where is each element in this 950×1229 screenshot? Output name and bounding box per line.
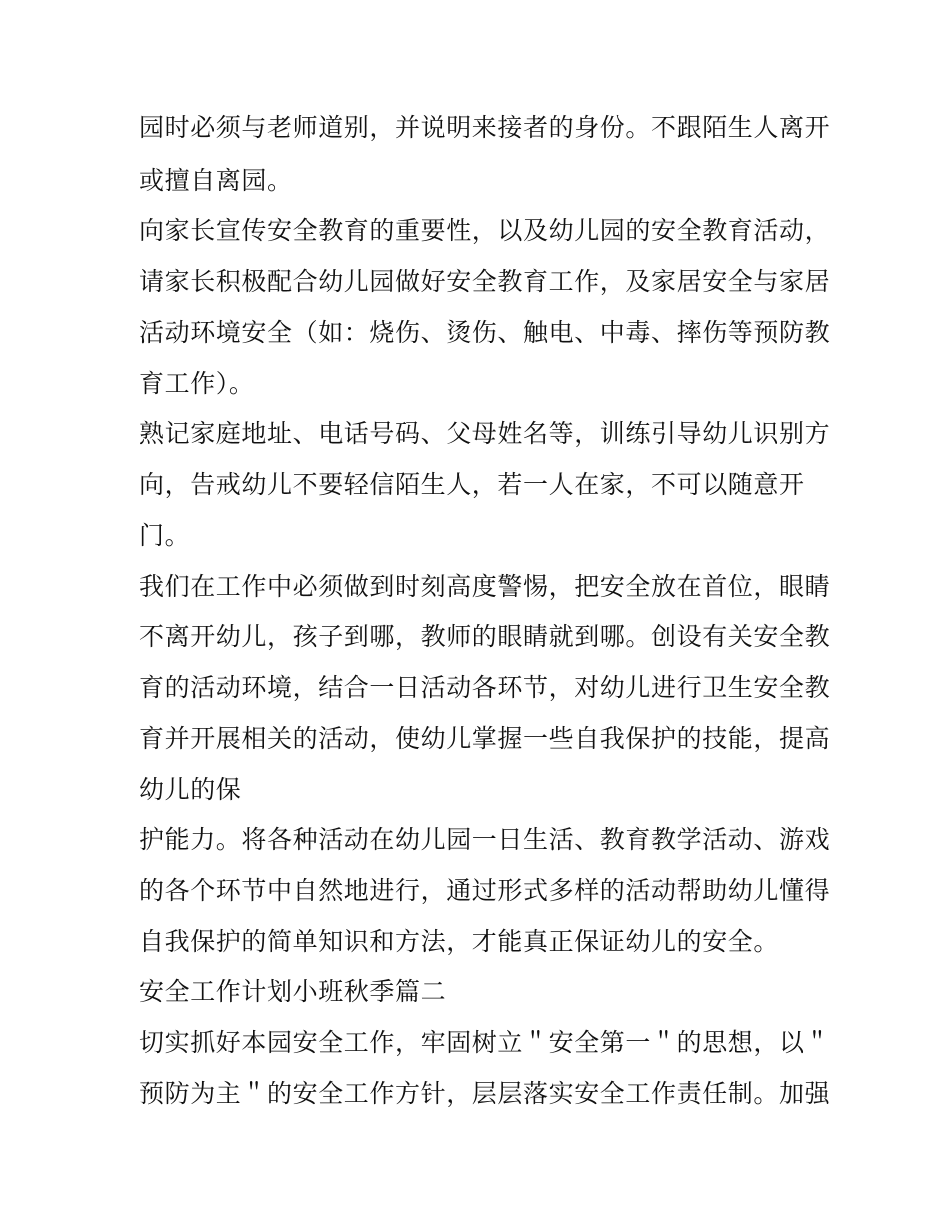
text-line: 幼儿的保: [139, 775, 242, 804]
text-line: 护能力。将各种活动在幼儿园一日生活、教育教学活动、游戏: [139, 825, 831, 854]
section-heading: 安全工作计划小班秋季篇二: [139, 977, 447, 1006]
text-line: 熟记家庭地址、电话号码、父母姓名等，训练引导幼儿识别方: [139, 419, 831, 448]
text-line: 育并开展相关的活动，使幼儿掌握一些自我保护的技能，提高: [139, 724, 831, 753]
text-line: 活动环境安全（如：烧伤、烫伤、触电、中毒、摔伤等预防教: [139, 318, 831, 347]
text-line: 预防为主＂的安全工作方针，层层落实安全工作责任制。加强: [139, 1079, 831, 1108]
text-line: 的各个环节中自然地进行，通过形式多样的活动帮助幼儿懂得: [139, 876, 831, 905]
text-line: 向家长宣传安全教育的重要性，以及幼儿园的安全教育活动，: [139, 216, 831, 245]
text-line: 育的活动环境，结合一日活动各环节，对幼儿进行卫生安全教: [139, 673, 831, 702]
text-line: 园时必须与老师道别，并说明来接者的身份。不跟陌生人离开: [139, 113, 831, 142]
text-line: 我们在工作中必须做到时刻高度警惕，把安全放在首位，眼睛: [139, 572, 831, 601]
text-line: 育工作）。: [139, 369, 255, 398]
text-line: 自我保护的简单知识和方法，才能真正保证幼儿的安全。: [139, 927, 780, 956]
text-line: 请家长积极配合幼儿园做好安全教育工作，及家居安全与家居: [139, 267, 831, 296]
text-line: 或擅自离园。: [139, 166, 293, 195]
text-line: 门。: [139, 521, 191, 550]
text-line: 不离开幼儿，孩子到哪，教师的眼睛就到哪。创设有关安全教: [139, 622, 831, 651]
text-line: 向，告戒幼儿不要轻信陌生人，若一人在家，不可以随意开: [139, 470, 805, 499]
text-line: 切实抓好本园安全工作，牢固树立＂安全第一＂的思想，以＂: [139, 1028, 831, 1057]
